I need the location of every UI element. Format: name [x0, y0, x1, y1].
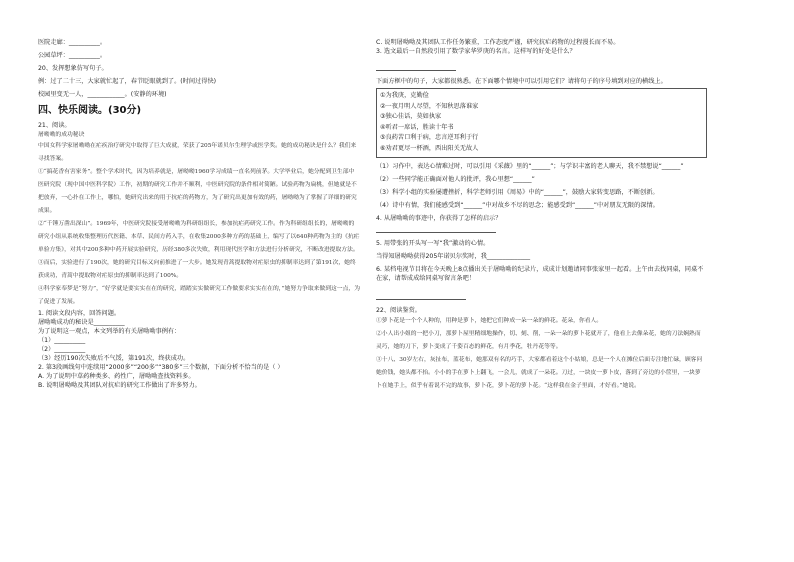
question-line: （2）__________ — [38, 346, 86, 353]
option-a: A. 为了说明中草药种类多、药性广，屠呦呦查找资料多。 — [38, 373, 195, 380]
question-line: 为了说明这一观点，本文列举的有关屠呦呦事例有： — [38, 328, 181, 335]
section-heading: 四、快乐阅读。(30分) — [38, 105, 142, 116]
article-paragraph: ②小人出小姐的一把小刀，那萝卜屋里精细地操作，切、刻、削，一朵一朵的萝卜花就开了，他看上去像朵花，她的刀法娴熟而灵巧，她的刀下，萝卜变成了千姿百态的鲜花，有月季花，牡丹花等等。 — [376, 330, 701, 350]
quote-item: ①为我庚，克勤俭 — [380, 92, 429, 99]
article-paragraph: 中国女科学家屠呦呦在疟疾治疗研究中取得了巨大成就，荣获了205年诺贝尔生理学或医学奖。她的成功秘诀是什么？我们来寻找答案。 — [38, 143, 357, 162]
right-column — [376, 38, 706, 393]
question-5-example: 当得知屠呦呦获得205年诺贝尔奖时，我______________ — [376, 252, 531, 260]
quote-item: ④听君一席话，胜读十年书 — [380, 123, 454, 131]
fill-line: （3）科学小组的实验屡遭挫折，科学老师引用《周易》中的“______”，鼓励大家转变思路，不断创新。 — [376, 188, 659, 196]
quote-item: ⑤良药苦口利于病，忠言逆耳利于行 — [380, 134, 479, 142]
article-paragraph: ①萝卜花是一个个人种的，用种是萝卜，她把它们种成一朵一朵的鲜花。花朵，你看人。 — [376, 317, 603, 324]
question-5: 5. 用带张的开头写一写“我”激动的心情。 — [376, 239, 490, 247]
article-paragraph: ②“千锤万凿出深山”。1969年，中医研究院接受屠呦呦为科研组组长，参加抗疟药研究工作。作为科研组组长的，屠呦呦的研究小组从系统收集整理历代医籍、本草、民间方药入手，在收集2000多种方药的基础上，编写了以640种药物为主的《抗疟单验方集》，对其中200多种中药开展实验研究，历经380多次失败，利用现代医学和方法进行分析研究，不断改进提取方法。 — [38, 221, 360, 253]
quote-item: ⑥劝君更尽一杯酒，西出阳关无故人 — [380, 144, 479, 152]
quote-box — [376, 88, 707, 158]
question-6: 6. 某档电视节目将在今天晚上8点播出关于屠呦呦的纪录片，成成计划邀请同事张家里一起看。上午由去找同桌，同桌不在家，请帮成成给同桌写留言条吧！ — [376, 265, 704, 282]
quote-item: ③独心佳话，莫如执家 — [380, 113, 442, 121]
article-title: 屠呦呦的成功秘诀 — [38, 132, 85, 138]
text-line: 公园草坪：__________。 — [38, 52, 107, 59]
question-line: 屠呦呦成功的秘诀是__________ — [38, 319, 125, 326]
text-line: 医院走廊：__________。 — [38, 39, 107, 46]
answer-line — [376, 64, 456, 71]
example-line: 例：过了二十三，大家就忙起了，春节眨眼就到了。(时间过得快) — [38, 78, 217, 85]
question-line: 2. 第3段画线句中连续用“2000多”“200多”“380多”三个数据，下面分析不恰当的是（ ） — [38, 364, 284, 371]
box-intro: 下面方框中的句子，大家都很熟悉。在下面哪个情境中可以引用它们？请将句子的序号填到对应的横线上。 — [376, 78, 667, 85]
quote-item: ②一夜月明人尽望，不知秋思落谁家 — [380, 102, 479, 110]
question-22: 22、阅读鉴赏。 — [376, 306, 421, 314]
question-20: 20、发挥想象仿写句子。 — [38, 65, 108, 72]
fill-line: （2）一些同学能正确面对他人的批评，我心里想“______” — [376, 175, 535, 183]
answer-line — [376, 226, 496, 233]
question-21: 21、阅读。 — [38, 122, 71, 129]
article-paragraph: ①“搞花香有害家务”。整个学术时代，因为培养就是，屠呦呦1960学习成绩一直名列前茅。大学毕业后，她分配到卫生部中医研究院（现中国中医科学院）工作，初期的研究工作并不顺利，中医研究院的条件相对简陋。试验药物为扁桃，但她就是不把放弃，一心扑在工作上，哪怕，她研究出来的用于抗疟的药物方，为了研究出更加有效的药，屠呦呦为了掌握了详细的研究成果。 — [38, 169, 357, 214]
question-line: （1）__________ — [38, 337, 86, 344]
question-line: （3）经历190次失败后不气馁，第191次，终获成功。 — [38, 355, 190, 362]
option-c: C. 说明屠呦呦及其团队工作任务繁重，工作态度严谨，研究抗疟药物的过程漫长而不易。 — [376, 39, 620, 46]
question-line: 1. 阅读文段内容，回答问题。 — [38, 310, 121, 317]
fill-line: （1）习作中，表达心情难过时，可以引用《采薇》里的“______”；与学识丰富的老人聊天，我不禁想说“______” — [376, 162, 684, 170]
article-paragraph: ③十八、30岁左右，灰扯布，蓝花布，她那双有名的巧手，大家都看着这个小姑娘，总是一个人在摊位后面专注地忙碌，顾客问她价钱，她头都不抬。小小的手在萝卜上翻飞，一会儿，就成了一朵花。刀过，一块皮一萝卜皮，落到了旁边的小筐里，一块萝卜在她手上，似乎有着说不完的故事，萝卜花，萝卜花的萝卜花。“这样我在金子里面，才好看。”她说。 — [376, 356, 703, 389]
article-paragraph: ③而后，实验进行了190次，她的研究目标又向前推进了一大步。她发现青蒿提取物对疟原虫的抑制率达到了第191次，她终获成功，青蒿中提取物对疟原虫的抑制率达到了100%。 — [38, 260, 356, 279]
question-3: 3. 选文最后一自然段引用了数学家华罗庚的名言。这样写的好处是什么？ — [376, 48, 576, 55]
article-paragraph: ④科学家奉梦是“努力”，“好学就是要实实在在的研究，踏踏实实做研究工作做要求实实在在的，”她努力争取来做到这一点，为了促进了发展。 — [38, 286, 360, 305]
option-b: B. 说明屠呦呦及其团队对抗疟的研究工作做出了许多努力。 — [38, 382, 201, 389]
answer-line — [376, 293, 466, 300]
text-line: 校园里变无一人，____________。(安静的环境) — [38, 91, 167, 98]
fill-line: （4）诗中有情，我们能感受到“______”中对故乡不尽的思念；能感受到“______”中对朋友无限的深情。 — [376, 201, 659, 209]
left-column — [38, 38, 360, 390]
question-4: 4. 从屠呦呦的事迹中，你获得了怎样的启示？ — [376, 214, 502, 222]
